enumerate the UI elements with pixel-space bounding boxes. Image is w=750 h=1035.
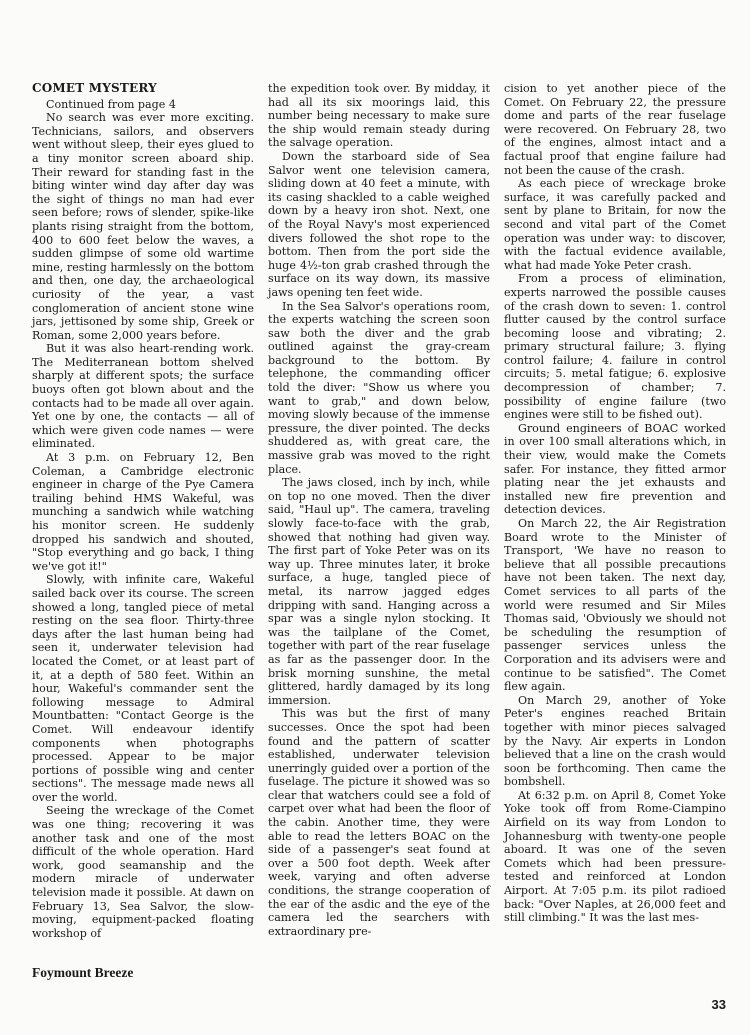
paragraph: The jaws closed, inch by inch, while on top no one moved. Then the diver said, "Haul up". The camera, traveling slowly face-to-face with the grab, showed that nothing had given way. The first part of Yoke Peter was on its way up. Three minutes later, it broke surface, a huge, tangled piece of metal, its narrow jagged edges dripping with sand. Hanging across a spar was a single nylon stocking. It was the tailplane of the Comet, together with part of the rear fuselage as far as the passenger door. In the brisk morning sunshine, the metal glittered, hardly damaged by its long immersion. [268, 476, 490, 707]
paragraph: cision to yet another piece of the Comet. On February 22, the pressure dome and parts of the rear fuselage were recovered. On February 28, two of the engines, almost intact and a factual proof that engine failure had not been the cause of the crash. [504, 82, 726, 177]
paragraph: From a process of elimination, experts narrowed the possible causes of the crash down to seven: 1. control flutter caused by the control surface becoming loose and vibrating; 2. primary structural failure; 3. flying control failure; 4. failure in control circuits; 5. metal fatigue; 6. explosive decompression of chamber; 7. possibility of engine failure (two engines were still to be fished out). [504, 272, 726, 422]
paragraph: Down the starboard side of Sea Salvor went one television camera, sliding down at 40 feet a minute, with its casing shackled to a cable weighed down by a heavy iron shot. Next, one of the Royal Navy's most experienced divers followed the shot rope to the bottom. Then from the port side the huge 4½-ton grab crashed through the surface on its way down, its massive jaws opening ten feet wide. [268, 149, 490, 299]
article-heading: COMET MYSTERY [32, 81, 157, 95]
paragraph: At 3 p.m. on February 12, Ben Coleman, a Cambridge electronic engineer in charge of the Pye Camera trailing behind HMS Wakeful, was munching a sandwich while watching his monitor screen. He suddenly dropped his sandwich and shouted, "Stop everything and go back, I thing we've got it!" [32, 451, 254, 573]
paragraph: Slowly, with infinite care, Wakeful sailed back over its course. The screen showed a long, tangled piece of metal resting on the sea floor. Thirty-three days after the last human being had seen it, underwater television had located the Comet, or at least part of it, at a depth of 580 feet. Within an hour, Wakeful's commander sent the following message to Admiral Mountbatten: "Contact George is the Comet. Will endeavour identify components when photographs processed. Appear to be major portions of possible wing and center sections". The message made news all over the world. [32, 573, 254, 804]
paragraph: At 6:32 p.m. on April 8, Comet Yoke Yoke took off from Rome-Ciampino Airfield on its way from London to Johannesburg with twenty-one people aboard. It was one of the seven Comets which had been pressure-tested and reinforced at London Airport. At 7:05 p.m. its pilot radioed back: "Over Naples, at 26,000 feet and still climbing." It was the last mes- [504, 788, 726, 925]
paragraph: But it was also heart-rending work. The Mediterranean bottom shelved sharply at different spots; the surface buoys often got blown about and the contacts had to be made all over again. Yet one by one, the contacts — all of which were given code names — were eliminated. [32, 342, 254, 451]
paragraph: Ground engineers of BOAC worked in over 100 small alterations which, in their view, would make the Comets safer. For instance, they fitted armor plating near the jet exhausts and installed new fire prevention and detection devices. [504, 421, 726, 517]
page-number: 33 [711, 997, 726, 1012]
paragraph: the expedition took over. By midday, it had all its six moorings laid, this number being necessary to make sure the ship would remain steady during the salvage operation. [268, 82, 490, 150]
continued-note: Continued from page 4 [46, 97, 176, 111]
column-3 [504, 82, 726, 962]
column-1 [32, 82, 254, 962]
column-2 [268, 82, 490, 962]
paragraph: This was but the first of many successes. Once the spot had been found and the pattern of scatter established, underwater television unerringly guided over a portion of the fuselage. The picture it showed was so clear that watchers could see a fold of carpet over what had been the floor of the cabin. Another time, they were able to read the letters BOAC on the side of a passenger's seat found at over a 500 foot depth. Week after week, varying and often adverse conditions, the strange cooperation of the ear of the asdic and the eye of the camera led the searchers with extraordinary pre- [268, 707, 490, 938]
paragraph: As each piece of wreckage broke surface, it was carefully packed and sent by plane to Britain, for now the second and vital part of the Comet operation was under way: to discover, with the factual evidence available, what had made Yoke Peter crash. [504, 177, 726, 272]
publication-name: Foymount Breeze [32, 965, 134, 980]
article-body [32, 82, 726, 962]
paragraph: No search was ever more exciting. Technicians, sailors, and observers went without sleep, their eyes glued to a tiny monitor screen aboard ship. Their reward for standing fast in the biting winter wind day after day was the sight of things no man had ever seen before; rows of slender, spike-like plants rising straight from the bottom, 400 to 600 feet below the waves, a sudden glimpse of some old wartime mine, resting harmlessly on the bottom and then, one day, the archaeological curiosity of the year, a vast conglomeration of ancient stone wine jars, jettisoned by some ship, Greek or Roman, some 2,000 years before. [32, 111, 254, 342]
paragraph: On March 22, the Air Registration Board wrote to the Minister of Transport, 'We have no reason to believe that all possible precautions have not been taken. The next day, Comet services to all parts of the world were resumed and Sir Miles Thomas said, 'Obviously we should not be scheduling the resumption of passenger services unless the Corporation and its advisers were and continue to be satisfied". The Comet flew again. [504, 517, 726, 694]
paragraph: On March 29, another of Yoke Peter's engines reached Britain together with minor pieces salvaged by the Navy. Air experts in London believed that a line on the crash would soon be forthcoming. Then came the bombshell. [504, 693, 726, 789]
paragraph: In the Sea Salvor's operations room, the experts watching the screen soon saw both the diver and the grab outlined against the gray-cream background to the bottom. By telephone, the commanding officer told the diver: "Show us where you want to grab," and down below, moving slowly because of the immense pressure, the diver pointed. The decks shuddered as, with great care, the massive grab was moved to the right place. [268, 299, 490, 476]
paragraph: Seeing the wreckage of the Comet was one thing; recovering it was another task and one of the most difficult of the whole operation. Hard work, good seamanship and the modern miracle of underwater television made it possible. At dawn on February 13, Sea Salvor, the slow-moving, equipment-packed floating workshop of [32, 804, 254, 940]
